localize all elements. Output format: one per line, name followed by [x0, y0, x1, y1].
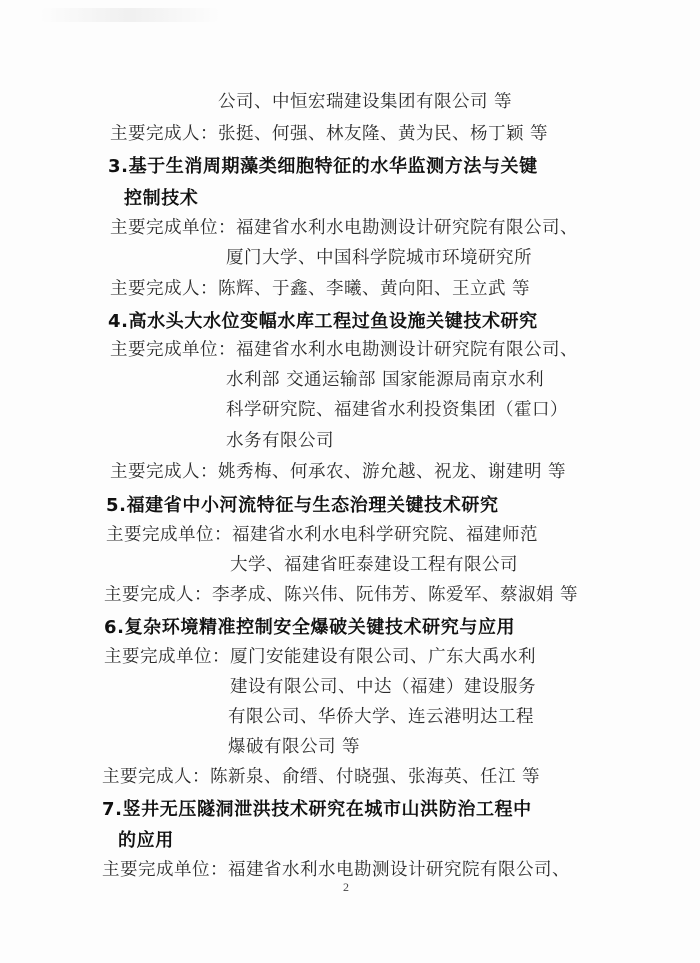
- main-units-4-cont2: 科学研究院、福建省水利投资集团（霍口）: [226, 400, 568, 420]
- main-units-3-cont: 厦门大学、中国科学院城市环境研究所: [226, 248, 532, 268]
- main-units-6-cont1: 建设有限公司、中达（福建）建设服务: [230, 677, 536, 697]
- main-units-4-cont1: 水利部 交通运输部 国家能源局南京水利: [226, 370, 545, 390]
- main-persons-4: 主要完成人：姚秀梅、何承农、游允越、祝龙、谢建明 等: [110, 462, 567, 482]
- main-persons-2: 主要完成人：张挺、何强、林友隆、黄为民、杨丁颖 等: [110, 124, 549, 144]
- item-title-text: 竖井无压隧洞泄洪技术研究在城市山洪防治工程中: [122, 799, 532, 820]
- item-7-title-cont: 的应用: [118, 830, 174, 851]
- main-persons-3: 主要完成人：陈辉、于鑫、李曦、黄向阳、王立武 等: [110, 279, 531, 299]
- item-title-text: 福建省中小河流特征与生态治理关键技术研究: [126, 495, 499, 516]
- main-units-5: 主要完成单位：福建省水利水电科学研究院、福建师范: [106, 525, 538, 545]
- main-units-6-cont3: 爆破有限公司 等: [228, 737, 361, 757]
- main-persons-6: 主要完成人：陈新泉、俞缙、付晓强、张海英、任江 等: [102, 767, 541, 787]
- item-5-title: [106, 491, 499, 517]
- item-7-title: [102, 795, 532, 821]
- item-title-text: 基于生消周期藻类细胞特征的水华监测方法与关键: [128, 156, 538, 177]
- item-title-text: 高水头大水位变幅水库工程过鱼设施关键技术研究: [128, 311, 538, 332]
- main-units-6-cont2: 有限公司、华侨大学、连云港明达工程: [228, 707, 534, 727]
- item-6-title: [104, 613, 515, 639]
- item-number: 7.: [102, 799, 123, 820]
- scan-artifact: [40, 8, 220, 22]
- item-3-title-cont: 控制技术: [124, 188, 199, 209]
- item-number: 5.: [106, 495, 127, 516]
- item-4-title: [108, 307, 538, 333]
- main-units-4: 主要完成单位：福建省水利水电勘测设计研究院有限公司、: [110, 340, 578, 360]
- main-units-6: 主要完成单位：厦门安能建设有限公司、广东大禹水利: [104, 647, 536, 667]
- unit-continuation: 公司、中恒宏瑞建设集团有限公司 等: [218, 92, 513, 112]
- page-number: 2: [343, 880, 349, 894]
- item-title-text: 复杂环境精准控制安全爆破关键技术研究与应用: [124, 617, 516, 638]
- main-units-7: 主要完成单位：福建省水利水电勘测设计研究院有限公司、: [102, 860, 570, 880]
- item-number: 4.: [108, 311, 129, 332]
- main-units-3: 主要完成单位：福建省水利水电勘测设计研究院有限公司、: [110, 218, 578, 238]
- item-3-title: [108, 152, 538, 178]
- main-units-4-cont3: 水务有限公司: [226, 431, 334, 451]
- item-number: 3.: [108, 156, 129, 177]
- item-number: 6.: [104, 617, 125, 638]
- main-persons-5: 主要完成人：李孝成、陈兴伟、阮伟芳、陈爱军、蔡淑娟 等: [104, 585, 579, 605]
- main-units-5-cont: 大学、福建省旺泰建设工程有限公司: [230, 555, 518, 575]
